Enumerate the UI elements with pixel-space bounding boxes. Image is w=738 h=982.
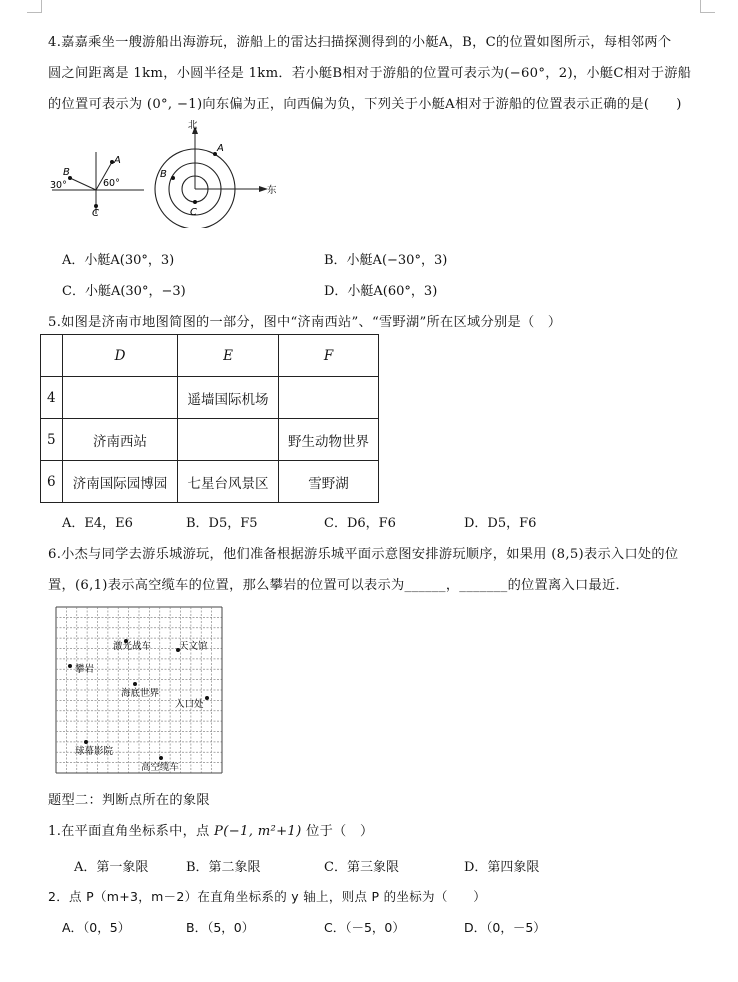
q4-fig1-label-a: A <box>114 155 121 166</box>
q5-row-label: 4 <box>41 377 63 419</box>
map-label-entrance: 入口处 <box>175 699 204 710</box>
q6-park-map <box>55 606 223 774</box>
page-corner-mark-right <box>700 0 715 13</box>
q5-question: 5.如图是济南市地图简图的一部分，图中“济南西站”、“雪野湖”所在区域分别是（ ） <box>48 315 562 330</box>
q6-line-1: 6.小杰与同学去游乐城游玩，他们准备根据游乐城平面示意图安排游玩顺序，如果用 (8,5)表示入口处的位 <box>48 547 679 562</box>
q5-cell <box>279 377 379 419</box>
q5-option-a: A．E4，E6 <box>62 516 133 531</box>
q5-row-label: 6 <box>41 461 63 503</box>
q4-fig1-angle-left: 30° <box>50 180 67 191</box>
q4-line-1: 4.嘉嘉乘坐一艘游船出海游玩，游船上的雷达扫描探测得到的小艇A，B，C的位置如图所示，每相邻两个 <box>48 35 672 50</box>
table-row <box>41 461 379 503</box>
q5-option-b: B．D5，F5 <box>186 516 258 531</box>
q2-option-c: C．（－5，0） <box>324 920 405 935</box>
q1-option-c: C．第三象限 <box>324 860 399 875</box>
map-label-laser-tank: 激光战车 <box>113 641 152 652</box>
q5-map-grid-table <box>40 334 379 503</box>
q1-point: P(−1, m²+1) <box>214 824 302 839</box>
map-label-dome-cinema: 球幕影院 <box>75 746 114 757</box>
q2-option-a: A．（0，5） <box>62 920 131 935</box>
q5-cell: 野生动物世界 <box>279 419 379 461</box>
q4-radar-north: 北 <box>188 120 198 131</box>
q4-option-d: D．小艇A(60°，3) <box>324 284 438 299</box>
section-heading: 题型二：判断点所在的象限 <box>48 793 210 808</box>
q2-question: 2．点 P（m+3，m－2）在直角坐标系的 y 轴上，则点 P 的坐标为（ ） <box>48 889 487 904</box>
table-row <box>41 377 379 419</box>
q5-header-f: F <box>279 335 379 377</box>
q5-cell <box>63 377 178 419</box>
q5-cell: 七星台风景区 <box>178 461 279 503</box>
q2-option-d: D．（0，－5） <box>464 920 546 935</box>
q1-option-b: B．第二象限 <box>186 860 261 875</box>
q1-option-d: D．第四象限 <box>464 860 540 875</box>
q1-text-before: 1.在平面直角坐标系中，点 <box>48 824 210 839</box>
q4-radar-label-a: A <box>217 143 224 154</box>
map-label-planetarium: 天文馆 <box>179 641 208 652</box>
q5-cell <box>178 419 279 461</box>
q4-fig1-label-b: B <box>63 167 70 178</box>
q4-line-2: 圆之间距离是 1km，小圆半径是 1km．若小艇B相对于游船的位置可表示为(−60°，2)，小艇C相对于游船 <box>48 66 692 81</box>
q6-line-2: 置，(6,1)表示高空缆车的位置，那么攀岩的位置可以表示为______，_______的位置离入口最近． <box>48 578 629 593</box>
q5-cell: 济南西站 <box>63 419 178 461</box>
q1-option-a: A．第一象限 <box>74 860 149 875</box>
q2-option-b: B．（5，0） <box>186 920 255 935</box>
q4-fig1-angle-right: 60° <box>103 178 120 189</box>
q5-header-e: E <box>178 335 279 377</box>
q5-cell: 雪野湖 <box>279 461 379 503</box>
q4-option-b: B．小艇A(−30°，3) <box>324 253 448 268</box>
q5-cell: 遥墙国际机场 <box>178 377 279 419</box>
map-label-ocean-world: 海底世界 <box>121 688 160 699</box>
q1-question <box>48 820 374 839</box>
q4-radar-east: 东 <box>267 185 277 196</box>
q5-option-c: C．D6，F6 <box>324 516 396 531</box>
q5-header-corner <box>41 335 63 377</box>
q4-line-3: 的位置可表示为 (0°, −1)向东偏为正，向西偏为负，下列关于小艇A相对于游船的位置表示正确的是( ) <box>48 97 682 112</box>
page-corner-mark-left <box>27 0 42 13</box>
q5-row-label: 5 <box>41 419 63 461</box>
q4-fig1-label-c: C <box>92 208 99 218</box>
q4-option-c: C．小艇A(30°，−3) <box>62 284 186 299</box>
q5-cell: 济南国际园博园 <box>63 461 178 503</box>
q1-text-after: 位于（ ） <box>306 824 374 839</box>
table-row <box>41 419 379 461</box>
q4-angle-figure <box>48 148 148 218</box>
map-label-cable-car: 高空缆车 <box>141 762 180 773</box>
q5-header-d: D <box>63 335 178 377</box>
q4-radar-label-b: B <box>160 169 167 180</box>
q4-radar-label-c: C <box>190 207 197 218</box>
q4-option-a: A．小艇A(30°，3) <box>62 253 175 268</box>
q5-option-d: D．D5，F6 <box>464 516 537 531</box>
map-label-rock-climbing: 攀岩 <box>75 664 95 675</box>
q4-radar-figure <box>148 118 288 228</box>
